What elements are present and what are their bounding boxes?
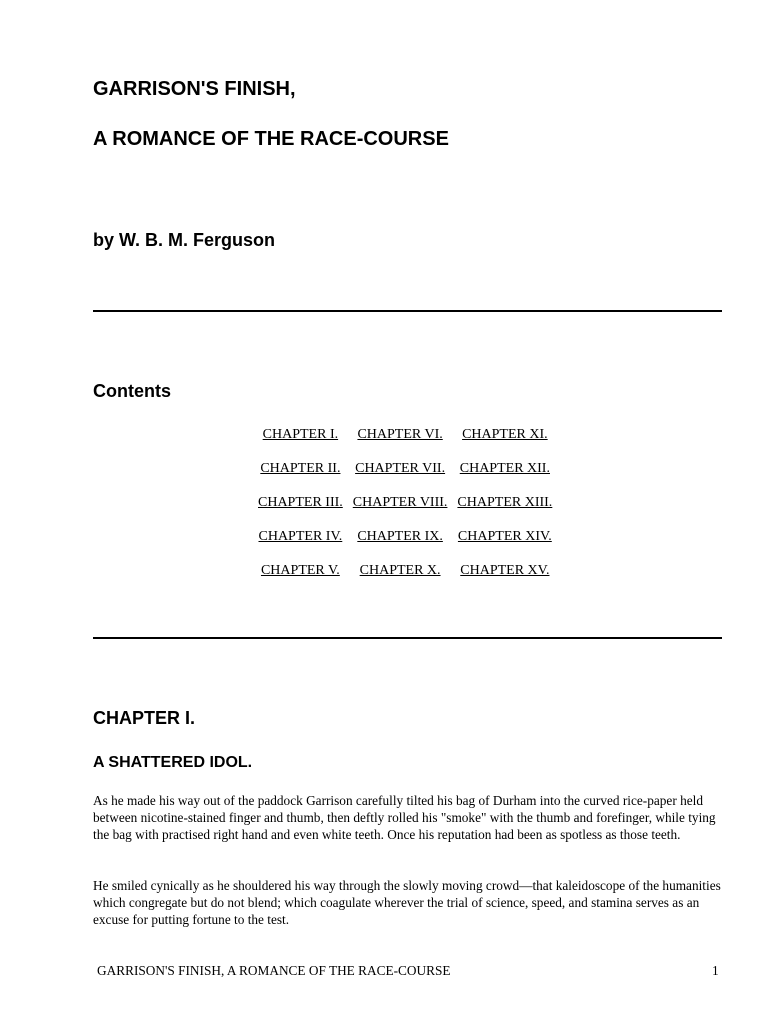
toc-cell xyxy=(452,520,557,554)
body-paragraph-1: As he made his way out of the paddock Garrison carefully tilted his bag of Durham into the curved rice-paper held between nicotine-stained finger and thumb, then deftly rolled his "smoke" with the thumb and forefinger, while tying the bag with practised right hand and even white teeth. Once his reputation had been as spotless as those teeth. xyxy=(93,793,716,842)
table-of-contents xyxy=(253,418,557,588)
toc-link-chapter-2[interactable]: CHAPTER II. xyxy=(260,461,341,476)
author-byline: by W. B. M. Ferguson xyxy=(93,230,276,250)
toc-link-chapter-9[interactable]: CHAPTER IX. xyxy=(357,529,443,544)
toc-cell xyxy=(253,486,348,520)
toc-row xyxy=(253,418,557,452)
footer-running-title: GARRISON'S FINISH, A ROMANCE OF THE RACE-COURSE xyxy=(97,963,451,978)
toc-cell xyxy=(348,520,453,554)
toc-cell xyxy=(348,418,453,452)
toc-link-chapter-7[interactable]: CHAPTER VII. xyxy=(355,461,446,476)
book-title-line-2: A ROMANCE OF THE RACE-COURSE xyxy=(93,128,449,150)
toc-cell xyxy=(348,486,453,520)
toc-row xyxy=(253,554,557,588)
toc-cell xyxy=(348,554,453,588)
toc-link-chapter-4[interactable]: CHAPTER IV. xyxy=(258,529,343,544)
horizontal-rule-top xyxy=(93,310,722,312)
body-paragraph-2: He smiled cynically as he shouldered his way through the slowly moving crowd—that kaleidoscope of the humanities which congregate but do not blend; which coagulate wherever the trial of science, speed, and stamina serves as an excuse for putting fortune to the test. xyxy=(93,878,721,927)
chapter-subtitle: A SHATTERED IDOL. xyxy=(93,754,253,771)
toc-cell xyxy=(452,554,557,588)
toc-link-chapter-12[interactable]: CHAPTER XII. xyxy=(459,461,550,476)
toc-cell xyxy=(253,554,348,588)
toc-row xyxy=(253,452,557,486)
toc-cell xyxy=(452,486,557,520)
toc-cell xyxy=(253,452,348,486)
horizontal-rule-bottom xyxy=(93,637,722,639)
toc-link-chapter-15[interactable]: CHAPTER XV. xyxy=(460,563,550,578)
toc-cell xyxy=(452,452,557,486)
toc-link-chapter-13[interactable]: CHAPTER XIII. xyxy=(457,495,553,510)
toc-cell xyxy=(348,452,453,486)
toc-link-chapter-6[interactable]: CHAPTER VI. xyxy=(357,427,443,442)
toc-cell xyxy=(253,520,348,554)
toc-link-chapter-5[interactable]: CHAPTER V. xyxy=(260,563,340,578)
toc-cell xyxy=(253,418,348,452)
toc-link-chapter-14[interactable]: CHAPTER XIV. xyxy=(457,529,552,544)
toc-link-chapter-10[interactable]: CHAPTER X. xyxy=(359,563,441,578)
book-title-line-1: GARRISON'S FINISH, xyxy=(93,78,296,100)
toc-link-chapter-1[interactable]: CHAPTER I. xyxy=(262,427,339,442)
toc-cell xyxy=(452,418,557,452)
toc-row xyxy=(253,520,557,554)
contents-heading: Contents xyxy=(93,381,171,401)
toc-link-chapter-11[interactable]: CHAPTER XI. xyxy=(462,427,548,442)
footer-page-number: 1 xyxy=(712,963,719,978)
chapter-heading: CHAPTER I. xyxy=(93,708,196,728)
toc-link-chapter-3[interactable]: CHAPTER III. xyxy=(258,495,343,510)
toc-row xyxy=(253,486,557,520)
toc-link-chapter-8[interactable]: CHAPTER VIII. xyxy=(352,495,448,510)
